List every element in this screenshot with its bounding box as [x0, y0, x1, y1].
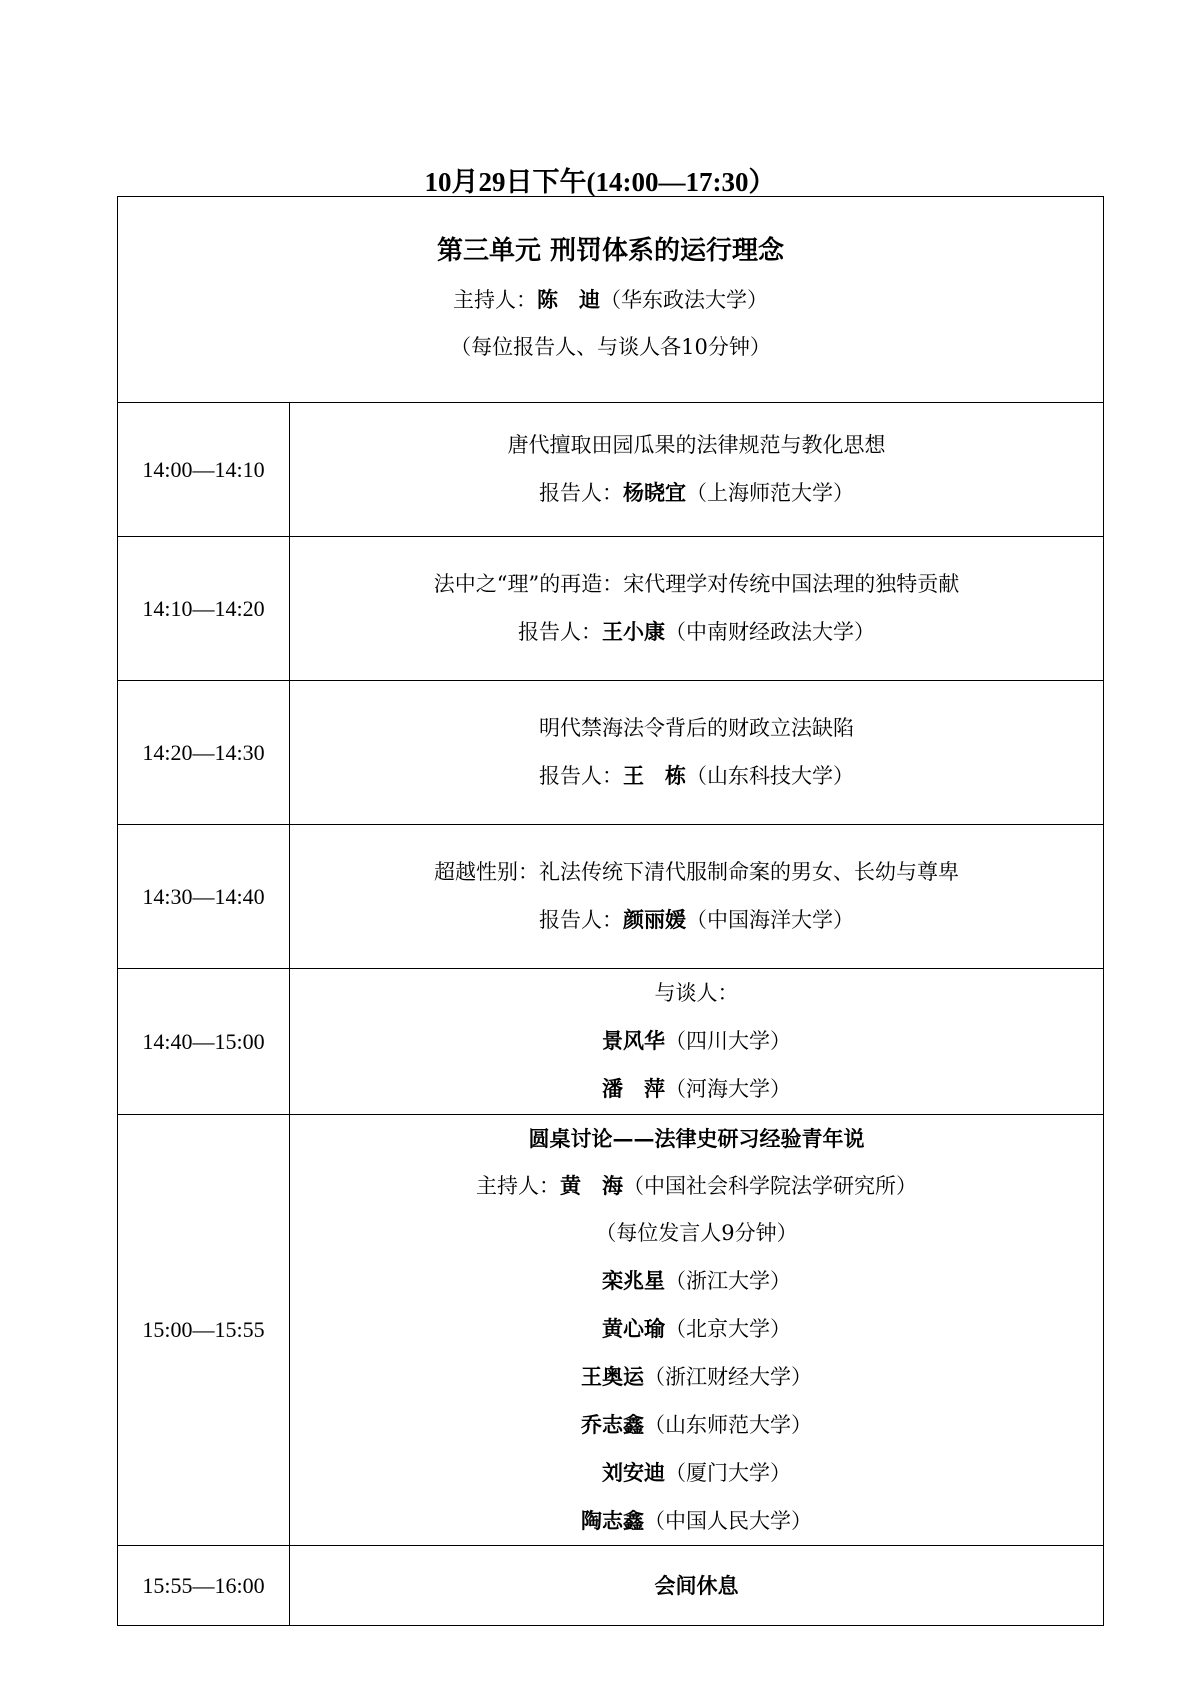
session-reporter	[290, 469, 1103, 517]
host-label: 主持人：	[476, 1174, 560, 1198]
speaker	[290, 1305, 1103, 1353]
session-topic: 法中之“理”的再造：宋代理学对传统中国法理的独特贡献	[433, 572, 960, 596]
speaker-name: 乔志鑫	[581, 1412, 644, 1437]
host-affiliation: （中国社会科学院法学研究所）	[623, 1174, 917, 1198]
session-content	[290, 537, 1104, 681]
speaker	[290, 1497, 1103, 1545]
speaker-name: 栾兆星	[602, 1268, 665, 1293]
speaker-affiliation: （中国人民大学）	[644, 1509, 812, 1533]
roundtable-note: （每位发言人9分钟）	[595, 1221, 798, 1245]
break-content	[290, 1546, 1104, 1626]
speaker-affiliation: （浙江财经大学）	[644, 1365, 812, 1389]
speaker-affiliation: （北京大学）	[665, 1317, 791, 1341]
reporter-label: 报告人：	[518, 620, 602, 644]
session-content	[290, 825, 1104, 969]
speaker-name: 陶志鑫	[581, 1508, 644, 1533]
discussant-name: 潘 萍	[602, 1076, 665, 1101]
speaker-affiliation: （山东师范大学）	[644, 1413, 812, 1437]
speaker	[290, 1353, 1103, 1401]
unit-header-cell	[118, 197, 1104, 403]
session-time: 14:30—14:40	[118, 825, 290, 969]
discussants-row	[118, 969, 1104, 1115]
reporter-affiliation: （中国海洋大学）	[686, 908, 854, 932]
discussants-content	[290, 969, 1104, 1115]
reporter-label: 报告人：	[539, 764, 623, 788]
break-row	[118, 1546, 1104, 1626]
page-title: 10月29日下午(14:00—17:30）	[424, 167, 776, 197]
session-reporter	[290, 896, 1103, 944]
discussant-affiliation: （河海大学）	[665, 1077, 791, 1101]
unit-header-row	[118, 197, 1104, 403]
discussants-time: 14:40—15:00	[118, 969, 290, 1115]
break-label: 会间休息	[654, 1573, 739, 1598]
roundtable-title: 圆桌讨论——法律史研习经验青年说	[528, 1126, 865, 1151]
roundtable-host	[290, 1162, 1103, 1210]
host-label: 主持人：	[453, 288, 537, 312]
speaker	[290, 1449, 1103, 1497]
unit-note: （每位报告人、与谈人各10分钟）	[450, 335, 771, 359]
session-content	[290, 681, 1104, 825]
speaker-affiliation: （浙江大学）	[665, 1269, 791, 1293]
break-time: 15:55—16:00	[118, 1546, 290, 1626]
discussant	[290, 1017, 1103, 1065]
discussant-affiliation: （四川大学）	[665, 1029, 791, 1053]
reporter-label: 报告人：	[539, 908, 623, 932]
speaker-name: 黄心瑜	[602, 1316, 665, 1341]
session-row	[118, 681, 1104, 825]
reporter-name: 杨晓宜	[623, 480, 686, 505]
reporter-affiliation: （中南财经政法大学）	[665, 620, 875, 644]
unit-host-line	[118, 276, 1103, 324]
roundtable-time: 15:00—15:55	[118, 1115, 290, 1546]
session-time: 14:10—14:20	[118, 537, 290, 681]
reporter-label: 报告人：	[539, 481, 623, 505]
schedule-table	[117, 196, 1104, 1626]
speaker	[290, 1257, 1103, 1305]
roundtable-row	[118, 1115, 1104, 1546]
host-name: 黄 海	[560, 1173, 623, 1198]
reporter-name: 王小康	[602, 619, 665, 644]
speaker-name: 王奥运	[581, 1364, 644, 1389]
discussant-name: 景风华	[602, 1028, 665, 1053]
session-row	[118, 403, 1104, 537]
discussants-label: 与谈人：	[654, 981, 739, 1005]
session-topic: 超越性别：礼法传统下清代服制命案的男女、长幼与尊卑	[434, 860, 959, 884]
discussant	[290, 1065, 1103, 1113]
host-affiliation: （华东政法大学）	[600, 288, 768, 312]
session-content	[290, 403, 1104, 537]
reporter-affiliation: （山东科技大学）	[686, 764, 854, 788]
session-row	[118, 825, 1104, 969]
session-topic: 明代禁海法令背后的财政立法缺陷	[539, 716, 854, 740]
session-time: 14:00—14:10	[118, 403, 290, 537]
unit-title: 第三单元 刑罚体系的运行理念	[436, 236, 785, 266]
reporter-affiliation: （上海师范大学）	[686, 481, 854, 505]
session-row	[118, 537, 1104, 681]
session-time: 14:20—14:30	[118, 681, 290, 825]
reporter-name: 颜丽媛	[623, 907, 686, 932]
host-name: 陈 迪	[537, 287, 600, 312]
speaker-affiliation: （厦门大学）	[665, 1461, 791, 1485]
session-reporter	[290, 608, 1103, 656]
roundtable-content	[290, 1115, 1104, 1546]
speaker-name: 刘安迪	[602, 1460, 665, 1485]
reporter-name: 王 栋	[623, 763, 686, 788]
session-topic: 唐代擅取田园瓜果的法律规范与教化思想	[507, 433, 886, 457]
session-reporter	[290, 752, 1103, 800]
speaker	[290, 1401, 1103, 1449]
